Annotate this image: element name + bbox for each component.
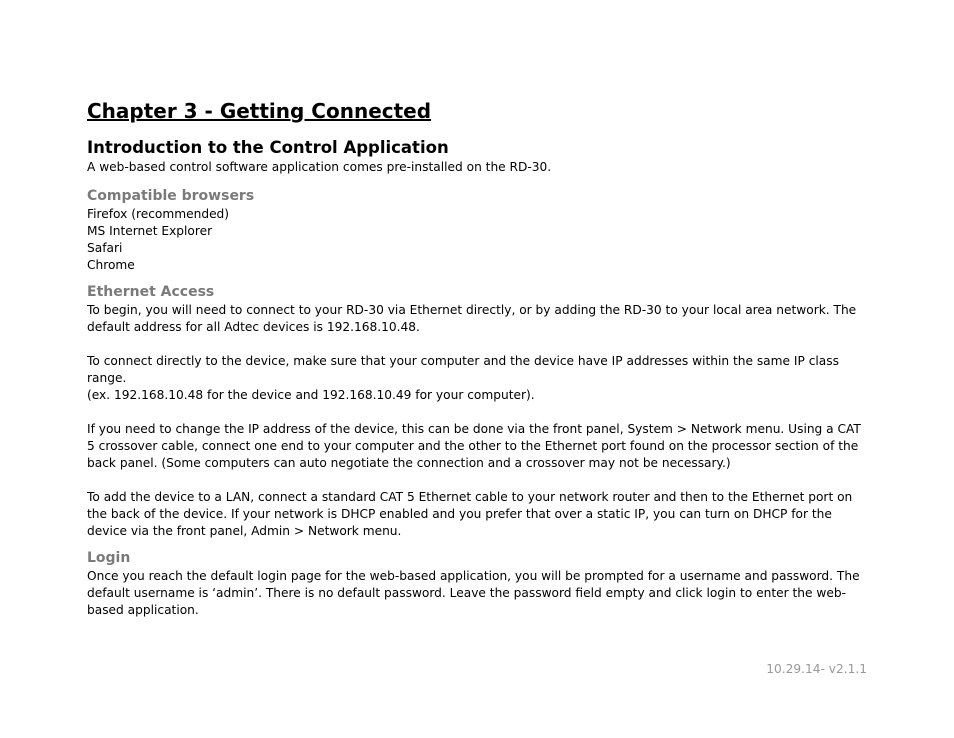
document-page bbox=[87, 98, 867, 619]
browsers-heading: Compatible browsers bbox=[87, 188, 255, 204]
chapter-title: Chapter 3 - Getting Connected bbox=[87, 99, 432, 123]
version-footer: 10.29.14- v2.1.1 bbox=[766, 662, 867, 676]
intro-heading: Introduction to the Control Application bbox=[87, 138, 449, 157]
ethernet-heading: Ethernet Access bbox=[87, 284, 215, 300]
browser-item: Chrome bbox=[87, 258, 135, 272]
ethernet-paragraph-2b: (ex. 192.168.10.48 for the device and 192.168.10.49 for your computer). bbox=[87, 388, 535, 402]
browser-item: MS Internet Explorer bbox=[87, 224, 213, 238]
browser-list bbox=[87, 206, 867, 274]
browser-item: Firefox (recommended) bbox=[87, 207, 230, 221]
ethernet-paragraph-1: To begin, you will need to connect to your RD-30 via Ethernet directly, or by adding the RD-30 to your local area network. The default address for all Adtec devices is 192.168.10.48. bbox=[87, 303, 857, 334]
ethernet-paragraph-2a: To connect directly to the device, make sure that your computer and the device have IP addresses within the same IP class range. bbox=[87, 354, 839, 385]
login-heading: Login bbox=[87, 550, 131, 566]
browser-item: Safari bbox=[87, 241, 123, 255]
login-text: Once you reach the default login page for the web-based application, you will be prompted for a username and password. The default username is ‘admin’. There is no default password. Leave the password field empty and click login to enter the web-based application. bbox=[87, 569, 860, 617]
intro-text: A web-based control software application comes pre-installed on the RD-30. bbox=[87, 160, 552, 174]
ethernet-paragraph-4: To add the device to a LAN, connect a standard CAT 5 Ethernet cable to your network router and then to the Ethernet port on the back of the device. If your network is DHCP enabled and you prefer that over a static IP, you can turn on DHCP for the device via the front panel, Admin > Network menu. bbox=[87, 490, 853, 538]
ethernet-paragraph-3: If you need to change the IP address of the device, this can be done via the front panel, System > Network menu. Using a CAT 5 crossover cable, connect one end to your computer and the other to the Ethernet port found on the processor section of the back panel. (Some computers can auto negotiate the connection and a crossover may not be necessary.) bbox=[87, 422, 861, 470]
